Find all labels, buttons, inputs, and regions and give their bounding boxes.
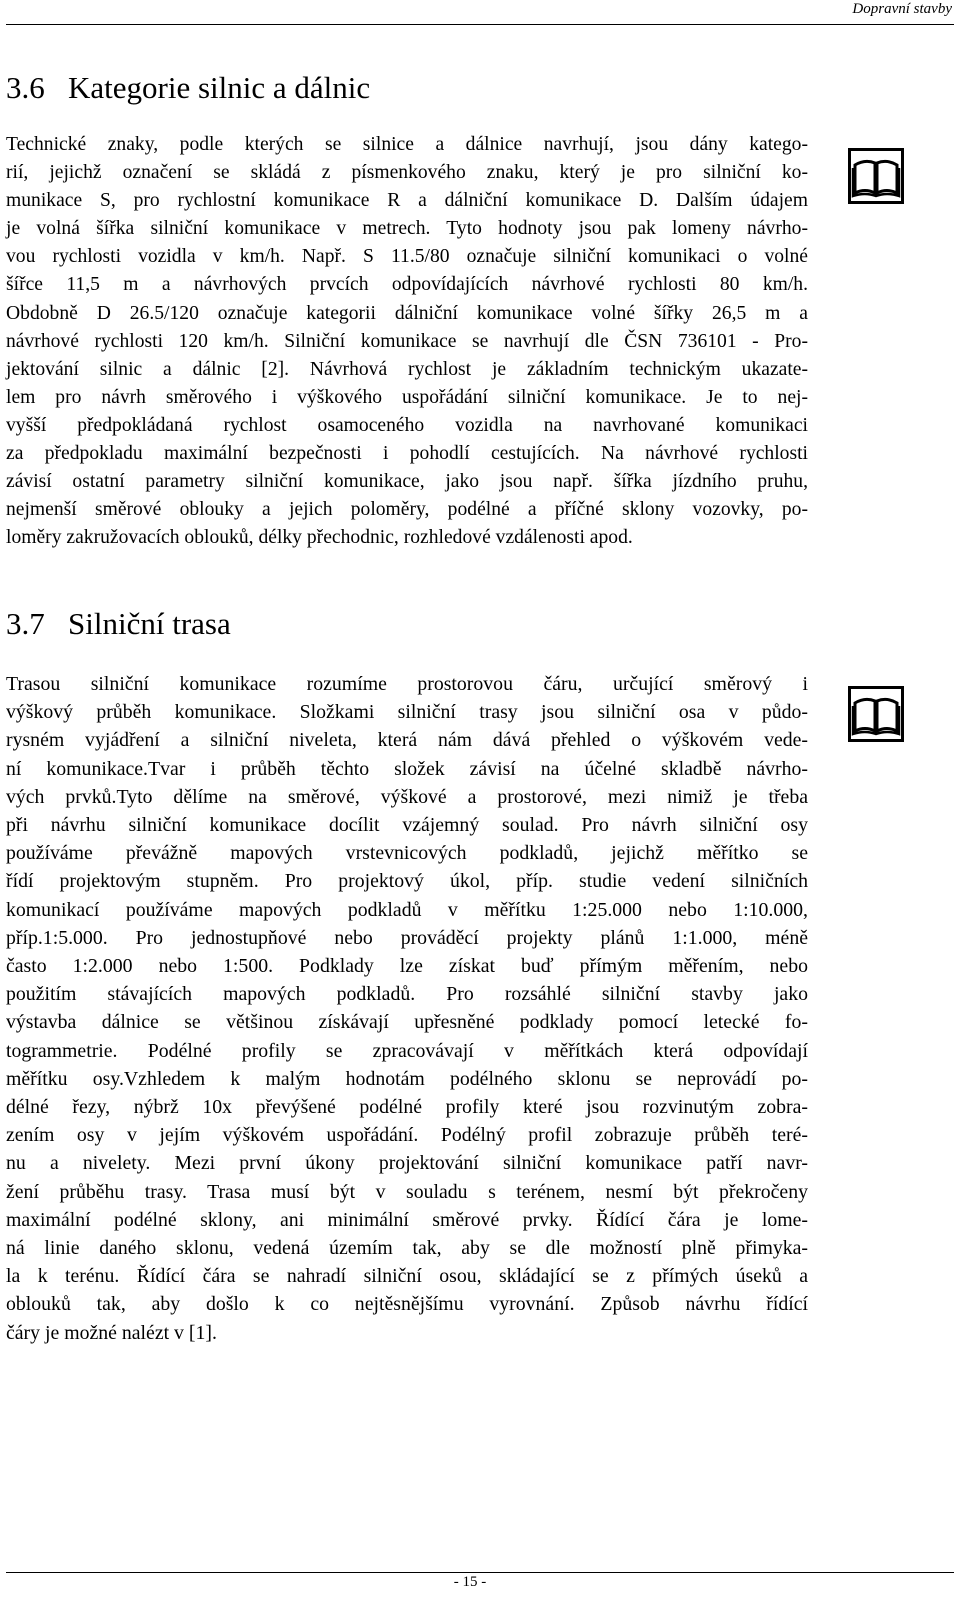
running-header: Dopravní stavby	[852, 1, 952, 17]
text-line: žení průběhu trasy. Trasa musí být v souladu s terénem, nesmí být překročeny	[6, 1180, 808, 1203]
text-line: Trasou silniční komunikace rozumíme prostorovou čáru, určující směrový i	[6, 673, 808, 695]
section-heading-3-6: 3.6 Kategorie silnic a dálnic	[6, 70, 371, 105]
text-line: závisí ostatní parametry silniční komunikace, jako jsou např. šířka jízdního pruhu,	[6, 471, 808, 493]
text-line: při návrhu silniční komunikace docílit vzájemný soulad. Pro návrh silniční osy	[6, 814, 808, 837]
text-line: délné řezy, nýbrž 10x převýšené podélné profily které jsou rozvinutým zobra-	[6, 1096, 808, 1119]
text-line: výstavba dálnice se většinou získávají upřesněné podklady pomocí letecké fo-	[6, 1011, 808, 1034]
text-line: řídí projektovým stupněm. Pro projektový úkol, příp. studie vedení silničních	[6, 870, 808, 893]
section-3-6-body	[6, 131, 808, 552]
text-line: používáme převážně mapových vrstevnicových podkladů, jejichž měřítko se	[6, 842, 808, 865]
text-line: ná linie daného sklonu, vedená územím tak, aby se dle možností plně přimyka-	[6, 1237, 808, 1260]
section-heading-3-7: 3.7 Silniční trasa	[6, 606, 231, 641]
text-line: la k terénu. Řídící čára se nahradí silniční osou, skládající se z přímých úseků a	[6, 1265, 808, 1288]
text-line: Obdobně D 26.5/120 označuje kategorii dálniční komunikace volné šířky 26,5 m a	[6, 302, 808, 324]
header-rule	[6, 24, 954, 25]
text-line: rií, jejichž označení se skládá z písmenkového znaku, který je pro silniční ko-	[6, 162, 808, 184]
text-line: vyšší předpokládaná rychlost osamoceného vozidla na navrhované komunikaci	[6, 414, 808, 436]
text-line: ní komunikace.Tvar i průběh těchto složek závisí na účelné skladbě návrho-	[6, 757, 808, 780]
text-line: jektování silnic a dálnic [2]. Návrhová rychlost je základním technickým ukazate-	[6, 358, 808, 380]
text-line: lem pro návrh směrového i výškového uspořádání silniční komunikace. Je to nej-	[6, 386, 808, 408]
footer-rule	[6, 1572, 954, 1573]
text-line: zením osy v jejím výškovém uspořádání. Podélný profil zobrazuje průběh teré-	[6, 1124, 808, 1147]
section-3-7-body	[6, 670, 808, 1347]
text-line: návrhové rychlosti 120 km/h. Silniční komunikace se navrhují dle ČSN 736101 - Pro-	[6, 330, 808, 352]
text-line: výškový průběh komunikace. Složkami silniční trasy jsou silniční osa v půdo-	[6, 701, 808, 724]
book-icon	[848, 148, 904, 204]
text-line: vých prvků.Tyto dělíme na směrové, výškové a prostorové, mezi nimiž je třeba	[6, 785, 808, 808]
text-line: loměry zakružovacích oblouků, délky přechodnic, rozhledové vzdálenosti apod.	[6, 527, 633, 549]
text-line: za předpokladu maximální bezpečnosti i pohodlí cestujících. Na návrhové rychlosti	[6, 443, 808, 465]
text-line: Technické znaky, podle kterých se silnice a dálnice navrhují, jsou dány katego-	[6, 134, 808, 155]
text-line: komunikací používáme mapových podkladů v měřítku 1:25.000 nebo 1:10.000,	[6, 898, 808, 921]
text-line: měřítku osy.Vzhledem k malým hodnotám podélného sklonu se neprovádí po-	[6, 1067, 808, 1090]
text-line: maximální podélné sklony, ani minimální směrové prvky. Řídící čára je lome-	[6, 1208, 808, 1231]
text-line: příp.1:5.000. Pro jednostupňové nebo prováděcí projekty plánů 1:1.000, méně	[6, 926, 808, 949]
text-line: rysném vyjádření a silniční niveleta, která nám dává přehled o výškovém vede-	[6, 729, 808, 752]
text-line: oblouků tak, aby došlo k co nejtěsnějšímu vyrovnání. Způsob návrhu řídící	[6, 1293, 808, 1316]
text-line: často 1:2.000 nebo 1:500. Podklady lze získat buď přímým měřením, nebo	[6, 955, 808, 978]
text-line: nu a nivelety. Mezi první úkony projektování silniční komunikace patří navr-	[6, 1152, 808, 1175]
text-line: použitím stávajících mapových podkladů. Pro rozsáhlé silniční stavby jako	[6, 983, 808, 1006]
text-line: čáry je možné nalézt v [1].	[6, 1321, 217, 1344]
text-line: je volná šířka silniční komunikace v metrech. Tyto hodnoty jsou pak lomeny návrho-	[6, 218, 808, 240]
text-line: togrammetrie. Podélné profily se zpracovávají v měřítkách která odpovídají	[6, 1039, 808, 1062]
text-line: munikace S, pro rychlostní komunikace R a dálniční komunikace D. Dalším údajem	[6, 190, 808, 212]
text-line: nejmenší směrové oblouky a jejich poloměry, podélné a příčné sklony vozovky, po-	[6, 499, 808, 521]
text-line: vou rychlosti vozidla v km/h. Např. S 11.5/80 označuje silniční komunikaci o volné	[6, 246, 808, 268]
text-line: šířce 11,5 m a návrhových prvcích odpovídajících návrhové rychlosti 80 km/h.	[6, 274, 808, 296]
book-icon	[848, 686, 904, 742]
page-number: - 15 -	[453, 1574, 487, 1590]
